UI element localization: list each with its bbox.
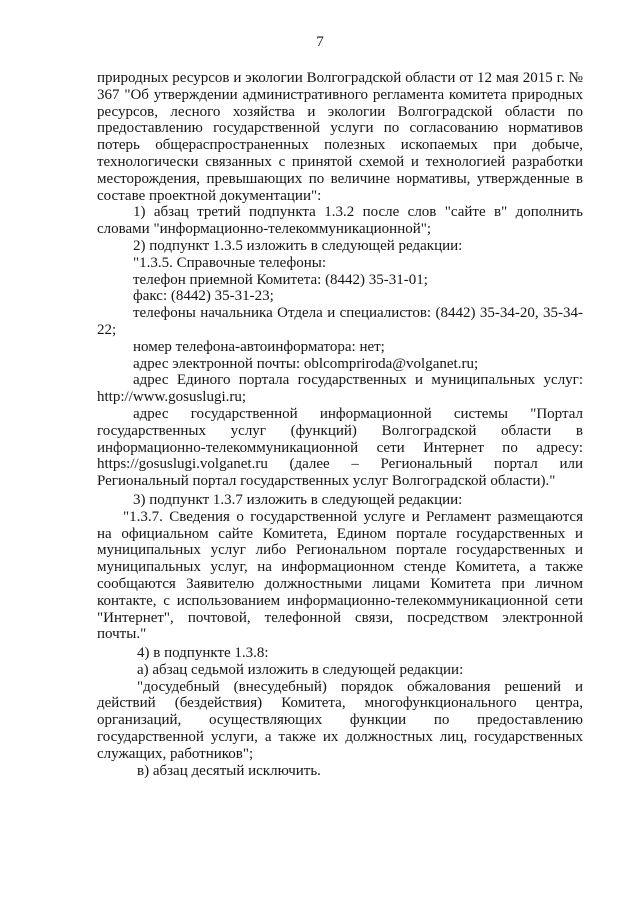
department-phones: телефоны начальника Отдела и специалистов: (8442) 35-34-20, 35-34-22; [97, 305, 583, 338]
page-number: 7 [316, 34, 324, 50]
unified-portal-address: адрес Единого портала государственных и муниципальных услуг: http://www.gosuslugi.ru; [97, 372, 583, 406]
service-info-paragraph: "1.3.7. Сведения о государственной услуге и Регламент размещаются на официальном сайте Комитета, Едином портале государственных и муниципальных услуг либо Региональном портале государственных и муниципальных услуг, на информационном стенде Комитета, а также сообщаются Заявителю должностными лицами Комитета при личном контакте, с использованием информационно-телекоммуникационной сети "Интернет", почтовой, телефонной связи, посредством электронной почты." [97, 508, 583, 643]
amendment-item-2: 2) подпункт 1.3.5 изложить в следующей редакции: [133, 237, 463, 254]
intro-paragraph: природных ресурсов и экологии Волгоградской области от 12 мая 2015 г. № 367 "Об утверждении административного регламента комитета природных ресурсов, лесного хозяйства и экологии Волгоградской области по предоставлению государственной услуги по согласованию нормативов потерь общераспространенных полезных ископаемых при добыче, технологически связанных с принятой схемой и технологией разработки месторождения, превышающих по величине нормативы, утвержденные в составе проектной документации": [97, 70, 583, 204]
appeal-procedure-paragraph: "досудебный (внесудебный) порядок обжалования решений и действий (бездействия) Комитета, многофункционального центра, организаций, осуществляющих функции по предоставлению государственной услуги, а также их должностных лиц, государственных служащих, работников"; [97, 678, 583, 762]
amendment-item-3: 3) подпункт 1.3.7 изложить в следующей редакции: [133, 491, 463, 508]
amendment-item-4a: а) абзац седьмой изложить в следующей редакции: [137, 661, 464, 678]
amendment-item-4: 4) в подпункте 1.3.8: [137, 645, 269, 662]
reception-phone: телефон приемной Комитета: (8442) 35-31-01; [133, 271, 428, 288]
amendment-item-1: 1) абзац третий подпункта 1.3.2 после слов "сайте в" дополнить словами "информационно-телекоммуникационной"; [97, 204, 583, 238]
amendment-item-4b: в) абзац десятый исключить. [137, 762, 321, 779]
regional-portal-address: адрес государственной информационной системы "Портал государственных услуг (функций) Волгоградской области в информационно-телекоммуникационной сети Интернет по адресу: https://gosuslugi.volganet.ru (далее – Региональный портал или Региональный портал государственных услуг Волгоградской области)." [97, 405, 583, 490]
fax-number: факс: (8442) 35-31-23; [133, 288, 274, 305]
reference-phones-heading: "1.3.5. Справочные телефоны: [133, 254, 326, 271]
document-body [97, 70, 583, 779]
email-address: адрес электронной почты: oblcompriroda@volganet.ru; [133, 355, 479, 372]
autoinformer-phone: номер телефона-автоинформатора: нет; [133, 338, 385, 355]
